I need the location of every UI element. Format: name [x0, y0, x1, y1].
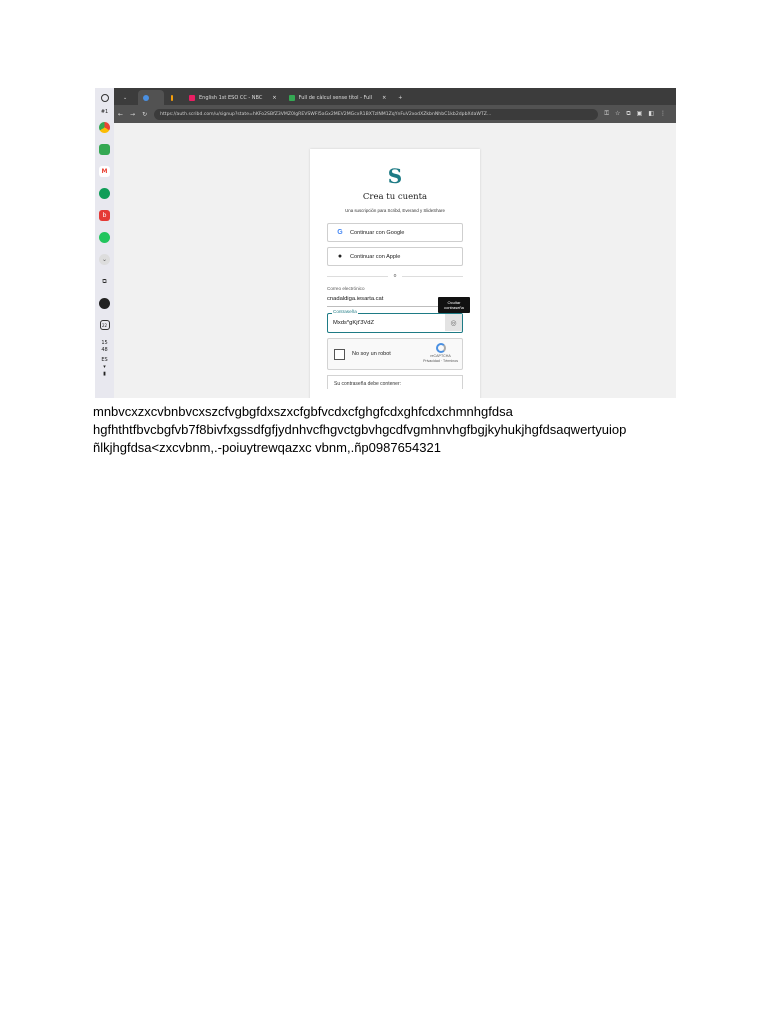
signup-title: Crea tu cuenta [362, 192, 428, 202]
browser-window [114, 88, 676, 398]
document-line: mnbvcxzxcvbnbvcxszcfvgbgfdxszxcfgbfvcdxcfghgfcdxghfcdxchmnhgfdsa [93, 404, 513, 419]
signup-card [310, 149, 480, 398]
new-tab-button[interactable]: + [398, 94, 403, 101]
forward-icon[interactable]: → [130, 110, 136, 118]
desk-label: #1 [100, 109, 109, 115]
document-text [93, 403, 693, 457]
chevron-down-icon[interactable]: ⌄ [99, 254, 110, 265]
email-value[interactable]: cnadaldiga.iesarta.cat [327, 296, 384, 302]
captcha-checkbox[interactable] [334, 349, 345, 360]
recaptcha-widget [327, 338, 463, 370]
meet-icon[interactable] [99, 232, 110, 243]
tab-label: English 1st ESO CC - NBC [199, 94, 263, 101]
chrome-icon[interactable] [99, 122, 110, 133]
clock-hour: 15 [101, 340, 108, 346]
password-hint: Su contraseña debe contener: [327, 375, 463, 389]
reload-icon[interactable]: ↻ [142, 110, 148, 118]
scribd-logo-icon: S [387, 164, 403, 188]
address-bar [114, 105, 676, 123]
tab-favicon-icon [289, 95, 295, 101]
recaptcha-icon [436, 343, 446, 353]
google-icon: G [337, 229, 343, 236]
clock-minute: 48 [101, 347, 108, 353]
password-value: Mxds*gKjt'3VdZ [333, 320, 375, 326]
recaptcha-badge [423, 343, 458, 363]
email-label: Correo electrónico [327, 286, 365, 291]
chat-icon[interactable] [99, 188, 110, 199]
url-input[interactable]: https://auth.scribd.com/u/signup?state=hKFo2SBfZ3VMZ0lgREVSWFI5aGx2MEV2MGcxR1BXTzlNM1ZqYnFuV2xodXZkbnNhbC1kb2dpbXdaWTZ... [154, 109, 598, 120]
document-line: ñlkjhgfdsa<zxcvbnm,.-poiuytrewqazxc vbnm,.ñp0987654321 [93, 440, 441, 455]
page-content [114, 123, 676, 398]
password-label: Contraseña [333, 309, 357, 314]
sheets-icon[interactable] [99, 144, 110, 155]
close-icon[interactable]: × [382, 94, 387, 101]
continue-google-button[interactable] [327, 223, 463, 242]
captcha-label: No soy un robot [352, 351, 391, 357]
apple-button-label: Continuar con Apple [350, 253, 401, 260]
tab-strip [114, 88, 676, 105]
record-icon[interactable] [99, 298, 110, 309]
keyboard-badge: ES [101, 357, 108, 363]
toolbar-icons[interactable]: ⚿☆⧉▣◧⋮ [604, 110, 672, 117]
document-line: hgfhthtfbvcbgfvb7f8bivfxgssdfgfjydnhvcfhgvctgbvhgcdfvgmhnvhgfbgjkyhukjhgfdsaqwertyuiop [93, 422, 627, 437]
tab-pinned[interactable] [166, 90, 182, 105]
tab-english[interactable] [184, 90, 282, 105]
tab-sheets[interactable] [284, 90, 392, 105]
tab-favicon-icon [171, 95, 173, 101]
or-text: o [393, 273, 397, 279]
back-icon[interactable]: ← [118, 110, 124, 118]
signup-subtitle: Una suscripción para Scribd, Everand y SlideShare [345, 208, 445, 213]
wifi-icon: ▾ [103, 364, 106, 370]
overview-icon[interactable]: ⧉ [102, 277, 107, 285]
recaptcha-links[interactable]: Privacidad · Términos [423, 358, 458, 363]
gmail-icon[interactable]: M [99, 166, 110, 177]
eye-slash-icon[interactable]: ◎ [445, 314, 462, 331]
tab-current[interactable] [138, 90, 164, 105]
calendar-icon[interactable]: 22 [100, 320, 110, 330]
chromeos-shelf [95, 88, 114, 398]
password-input[interactable] [327, 300, 464, 333]
battery-icon: ▮ [103, 371, 106, 377]
tab-favicon-icon [143, 95, 149, 101]
app-icon[interactable]: b [99, 210, 110, 221]
google-button-label: Continuar con Google [350, 229, 405, 236]
recaptcha-brand: reCAPTCHA [430, 354, 451, 358]
password-field[interactable] [327, 300, 464, 333]
tab-favicon-icon [189, 95, 195, 101]
embedded-screenshot [95, 88, 676, 398]
apple-icon: ● [337, 253, 343, 260]
or-divider [327, 273, 463, 279]
tab-label: Full de càlcul sense títol - Full [298, 94, 373, 101]
continue-apple-button[interactable] [327, 247, 463, 266]
launcher-icon[interactable] [101, 94, 109, 102]
tab-search-icon[interactable]: ⌄ [123, 94, 128, 101]
hide-password-tooltip: Ocultar contraseña [438, 297, 470, 313]
close-icon[interactable]: × [272, 94, 277, 101]
